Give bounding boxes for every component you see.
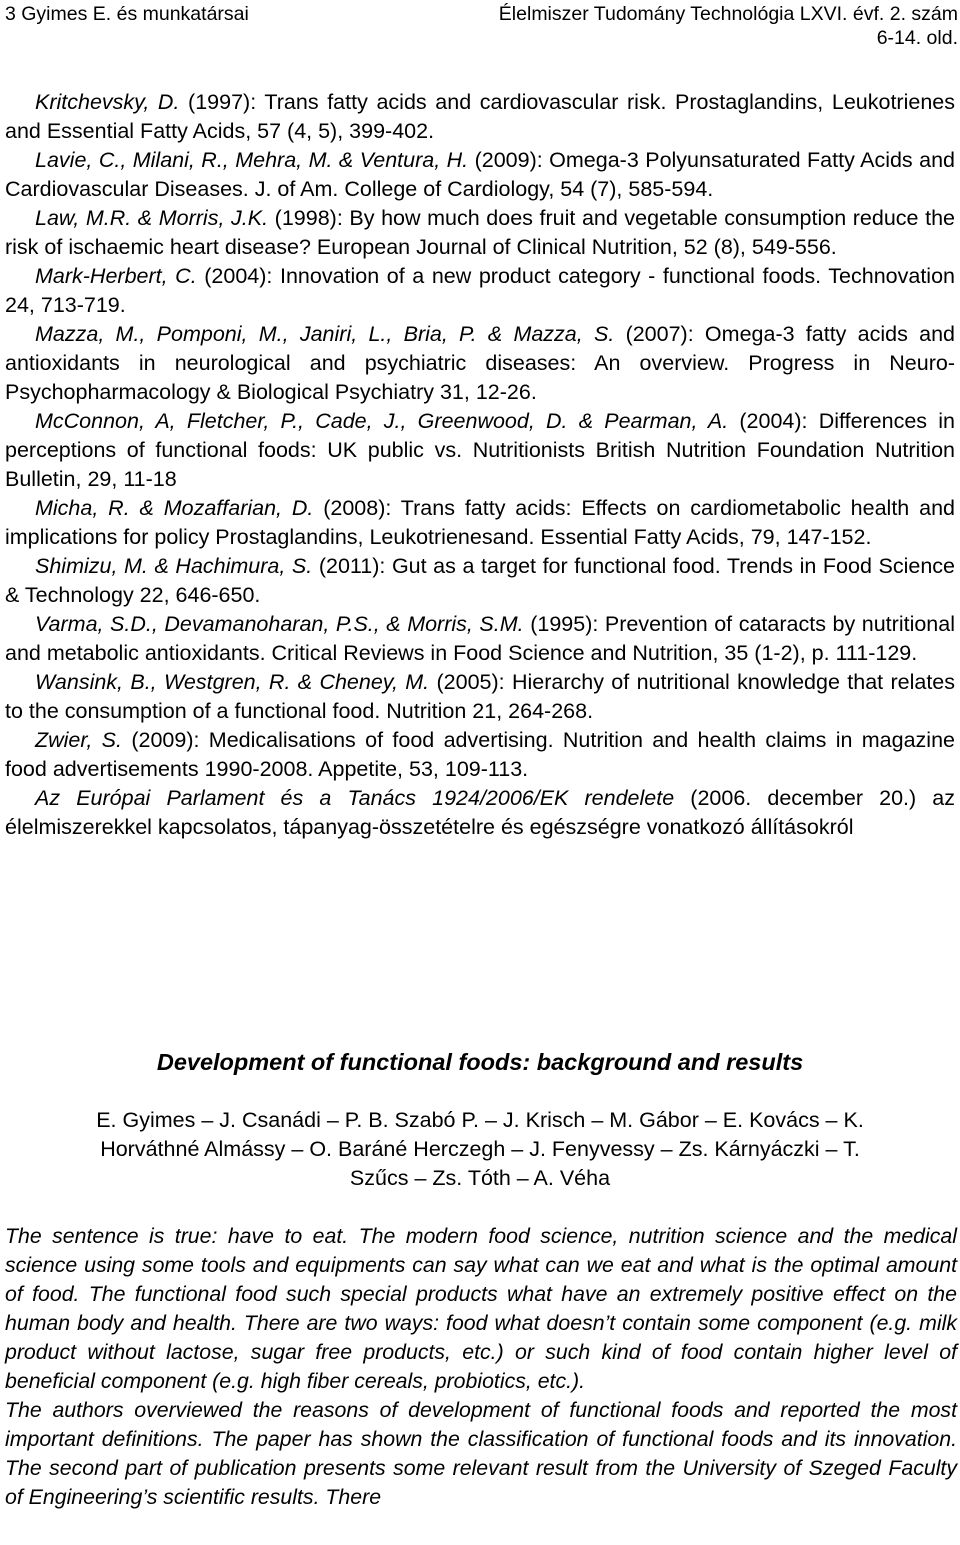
abstract-paragraph: The sentence is true: have to eat. The modern food science, nutrition science and the medical science using some tools and equipments can say what can we eat and what is the optimal amount of food. The functional food such special products what have an extremely positive effect on the human body and health. There are two ways: food what doesn’t contain some component (e.g. milk product without lactose, sugar free products, etc.) or such kind of food contain higher level of beneficial component (e.g. high fiber cereals, probiotics, etc.).	[5, 1224, 957, 1393]
reference-entry	[5, 552, 955, 610]
reference-authors: Wansink, B., Westgren, R. & Cheney, M.	[35, 670, 430, 694]
reference-authors: Zwier, S.	[35, 728, 122, 752]
reference-details: (2008): Trans fatty acids: Effects on cardiometabolic health and implications for policy Prostaglandins, Leukotrienesand. Essential Fatty Acids, 79, 147-152.	[5, 496, 955, 549]
reference-details: (2011): Gut as a target for functional food. Trends in Food Science & Technology 22, 646-650.	[5, 554, 956, 607]
reference-entry	[5, 407, 955, 494]
abstract	[5, 1222, 957, 1512]
header-right	[499, 2, 958, 50]
authors-line: Szűcs – Zs. Tóth – A. Véha	[349, 1166, 611, 1190]
reference-entry	[5, 320, 955, 407]
reference-details: (2009): Medicalisations of food advertising. Nutrition and health claims in magazine food advertisements 1990-2008. Appetite, 53, 109-113.	[5, 728, 955, 781]
reference-details: (2004): Differences in perceptions of functional foods: UK public vs. Nutritionists British Nutrition Foundation Nutrition Bulletin, 29, 11-18	[5, 409, 955, 491]
article-authors	[25, 1106, 935, 1193]
reference-details: (2007): Omega-3 fatty acids and antioxidants in neurological and psychiatric diseases: An overview. Progress in Neuro-Psychopharmacology & Biological Psychiatry 31, 12-26.	[5, 322, 955, 404]
journal-title: Élelmiszer Tudomány Technológia LXVI. évf. 2. szám	[498, 3, 958, 25]
reference-list	[5, 88, 955, 842]
reference-entry	[5, 88, 955, 146]
authors-line: E. Gyimes – J. Csanádi – P. B. Szabó P. – J. Krisch – M. Gábor – E. Kovács – K.	[96, 1108, 864, 1132]
reference-authors: Law, M.R. & Morris, J.K.	[35, 206, 269, 230]
reference-details: (2004): Innovation of a new product category - functional foods. Technovation 24, 713-719.	[5, 264, 955, 317]
reference-details: (2005): Hierarchy of nutritional knowledge that relates to the consumption of a functional food. Nutrition 21, 264-268.	[5, 670, 955, 723]
article-title: Development of functional foods: background and results	[156, 1049, 804, 1075]
header-left: 3 Gyimes E. és munkatársai	[5, 3, 249, 25]
reference-authors: McConnon, A, Fletcher, P., Cade, J., Greenwood, D. & Pearman, A.	[35, 409, 729, 433]
reference-details: (1997): Trans fatty acids and cardiovascular risk. Prostaglandins, Leukotrienes and Essential Fatty Acids, 57 (4, 5), 399-402.	[5, 90, 955, 143]
reference-entry	[5, 726, 955, 784]
reference-entry	[5, 146, 955, 204]
reference-details: (2009): Omega-3 Polyunsaturated Fatty Acids and Cardiovascular Diseases. J. of Am. College of Cardiology, 54 (7), 585-594.	[5, 148, 955, 201]
reference-entry	[5, 784, 955, 842]
reference-entry	[5, 610, 955, 668]
reference-details: (1998): By how much does fruit and vegetable consumption reduce the risk of ischaemic heart disease? European Journal of Clinical Nutrition, 52 (8), 549-556.	[5, 206, 955, 259]
authors-line: Horváthné Almássy – O. Baráné Herczegh – J. Fenyvessy – Zs. Kárnyáczki – T.	[100, 1137, 860, 1161]
reference-entry	[5, 668, 955, 726]
reference-authors: Shimizu, M. & Hachimura, S.	[35, 554, 313, 578]
reference-authors: Mark-Herbert, C.	[35, 264, 197, 288]
reference-entry	[5, 204, 955, 262]
reference-authors: Mazza, M., Pomponi, M., Janiri, L., Bria, P. & Mazza, S.	[35, 322, 615, 346]
abstract-paragraph: The authors overviewed the reasons of development of functional foods and reported the most important definitions. The paper has shown the classification of functional foods and its innovation. The second part of publication presents some relevant result from the University of Szeged Faculty of Engineering’s scientific results. There	[5, 1398, 957, 1509]
reference-authors: Kritchevsky, D.	[35, 90, 180, 114]
reference-entry	[5, 494, 955, 552]
reference-authors: Lavie, C., Milani, R., Mehra, M. & Ventura, H.	[35, 148, 469, 172]
reference-authors: Micha, R. & Mozaffarian, D.	[35, 496, 314, 520]
reference-authors: Varma, S.D., Devamanoharan, P.S., & Morris, S.M.	[35, 612, 524, 636]
reference-details: (1995): Prevention of cataracts by nutritional and metabolic antioxidants. Critical Reviews in Food Science and Nutrition, 35 (1-2), p. 111-129.	[5, 612, 955, 665]
reference-authors: Az Európai Parlament és a Tanács 1924/2006/EK rendelete	[35, 786, 675, 810]
reference-details: (2006. december 20.) az élelmiszerekkel kapcsolatos, tápanyag-összetételre és egészségre vonatkozó állításokról	[5, 786, 956, 839]
page-range: 6-14. old.	[876, 27, 958, 49]
reference-entry	[5, 262, 955, 320]
